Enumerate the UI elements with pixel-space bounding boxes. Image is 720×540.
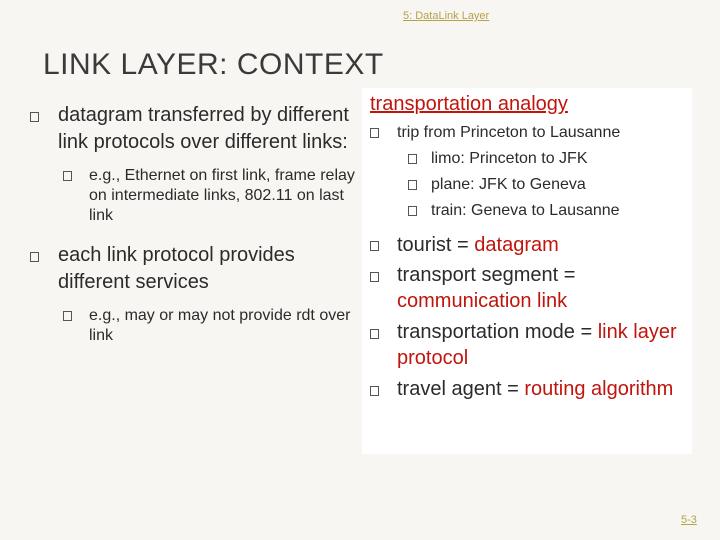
slide-title: LINK LAYER: CONTEXT xyxy=(43,48,384,82)
bullet-box-icon xyxy=(30,252,39,262)
bullet-box-icon xyxy=(370,272,379,282)
bullet-box-icon xyxy=(63,171,72,181)
analogy-mapping: link layer protocol xyxy=(397,321,677,369)
chapter-header-link[interactable]: 5: DataLink Layer xyxy=(403,10,490,22)
bullet-box-icon xyxy=(370,386,379,396)
bullet-box-icon xyxy=(63,311,72,321)
bullet-datagram-transferred xyxy=(30,102,360,156)
bullet-text: e.g., Ethernet on first link, frame relay on intermediate links, 802.11 on last link xyxy=(89,167,355,224)
analogy-bullet-list xyxy=(370,123,692,402)
analogy-heading: transportation analogy xyxy=(370,93,568,115)
analogy-mapping: communication link xyxy=(397,290,568,312)
sub-bullet-limo xyxy=(370,149,692,169)
bullet-link-protocol-services xyxy=(30,242,360,296)
analogy-mapping: datagram xyxy=(474,234,559,256)
bullet-box-icon xyxy=(30,112,39,122)
bullet-box-icon xyxy=(408,206,417,216)
analogy-term: transportation mode = xyxy=(397,321,598,343)
bullet-box-icon xyxy=(408,154,417,164)
left-bullet-list xyxy=(30,102,360,346)
bullet-text: trip from Princeton to Lausanne xyxy=(397,124,621,141)
analogy-term: travel agent = xyxy=(397,378,525,400)
analogy-term: tourist = xyxy=(397,234,475,256)
bullet-transportation-mode xyxy=(370,319,692,371)
analogy-term: transport segment = xyxy=(397,264,576,286)
bullet-text: e.g., may or may not provide rdt over link xyxy=(89,307,351,344)
bullet-text: plane: JFK to Geneva xyxy=(431,176,586,193)
bullet-transport-segment xyxy=(370,262,692,314)
bullet-travel-agent xyxy=(370,376,692,402)
sub-bullet-train xyxy=(370,201,692,221)
bullet-box-icon xyxy=(370,128,379,138)
bullet-box-icon xyxy=(408,180,417,190)
bullet-text: datagram transferred by different link protocols over different links: xyxy=(58,104,349,153)
bullet-text: limo: Princeton to JFK xyxy=(431,150,588,167)
sub-bullet-ethernet-example xyxy=(30,166,360,226)
page-number-link[interactable]: 5-3 xyxy=(681,514,697,526)
sub-bullet-plane xyxy=(370,175,692,195)
bullet-text: train: Geneva to Lausanne xyxy=(431,202,620,219)
analogy-mapping: routing algorithm xyxy=(524,378,674,400)
sub-bullet-rdt-example xyxy=(30,306,360,346)
bullet-tourist xyxy=(370,231,692,259)
bullet-text: each link protocol provides different services xyxy=(58,244,295,293)
bullet-trip xyxy=(370,123,692,143)
bullet-box-icon xyxy=(370,329,379,339)
bullet-box-icon xyxy=(370,241,379,251)
